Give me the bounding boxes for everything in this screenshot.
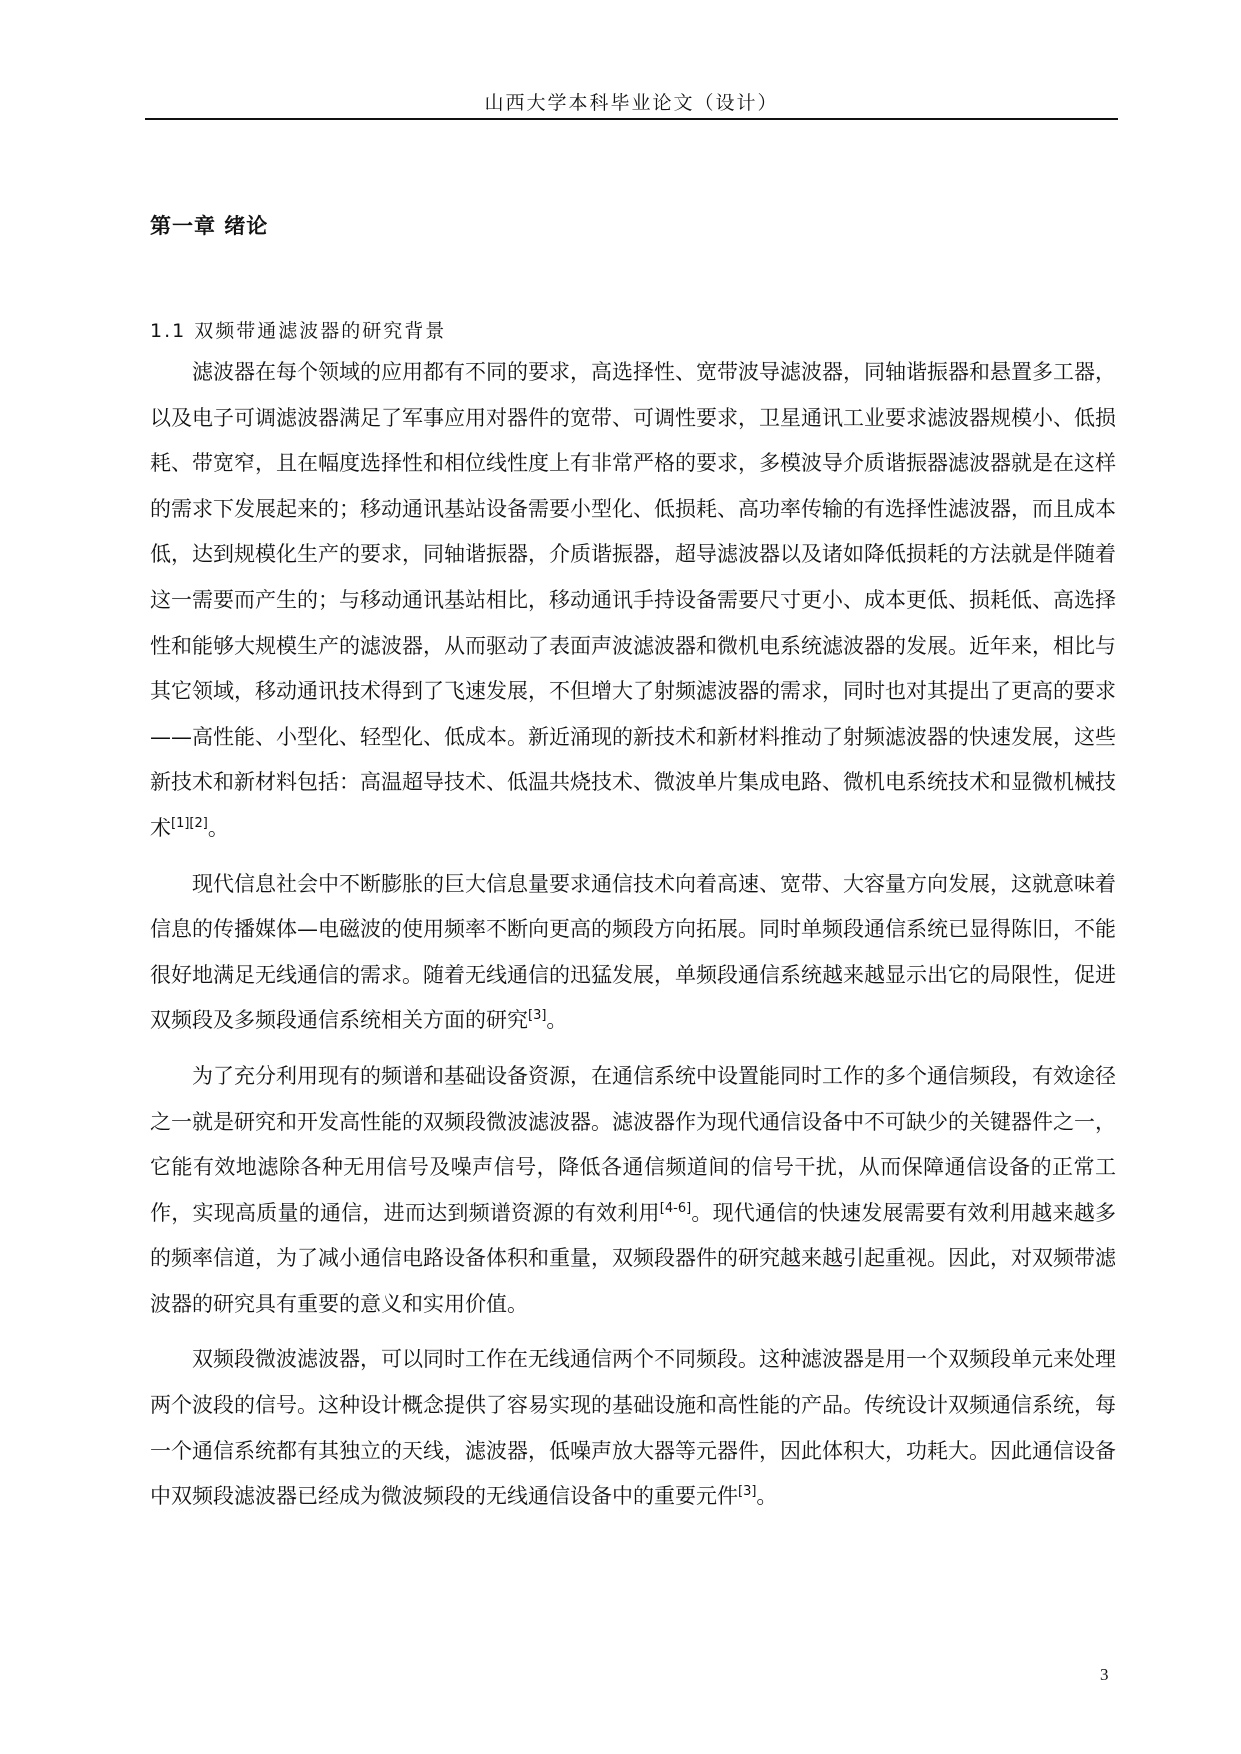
chapter-title: 第一章 绪论 (150, 214, 269, 238)
paragraph (150, 1054, 1116, 1328)
paragraph-tail: 。 (756, 1484, 778, 1509)
header-rule (145, 118, 1118, 120)
paragraph-text: 为了充分利用现有的频谱和基础设备资源，在通信系统中设置能同时工作的多个通信频段，有效途径之一就是研究和开发高性能的双频段微波滤波器。滤波器作为现代通信设备中不可缺少的关键器件之一，它能有效地滤除各种无用信号及噪声信号，降低各通信频道间的信号干扰，从而保障通信设备的正常工作，实现高质量的通信，进而达到频谱资源的有效利用 (150, 1063, 1116, 1225)
body-text (150, 350, 1116, 1530)
paragraph-tail: 。 (546, 1008, 568, 1033)
paragraph (150, 862, 1116, 1044)
citation: [3] (528, 1008, 547, 1024)
paragraph-tail: 。现代通信的快速发展需要有效利用越来越多的频率信道，为了减小通信电路设备体积和重量，双频段器件的研究越来越引起重视。因此，对双频带滤波器的研究具有重要的意义和实用价值。 (150, 1200, 1117, 1316)
citation: [4-6] (659, 1200, 692, 1216)
paragraph-tail: 。 (207, 815, 229, 840)
paragraph (150, 350, 1116, 852)
paragraph-text: 现代信息社会中不断膨胀的巨大信息量要求通信技术向着高速、宽带、大容量方向发展，这就意味着信息的传播媒体—电磁波的使用频率不断向更高的频段方向拓展。同时单频段通信系统已显得陈旧，不能很好地满足无线通信的需求。随着无线通信的迅猛发展，单频段通信系统越来越显示出它的局限性，促进双频段及多频段通信系统相关方面的研究 (150, 871, 1116, 1033)
section-title: 1.1 双频带通滤波器的研究背景 (150, 320, 447, 342)
citation: [1][2] (171, 815, 208, 831)
running-header: 山西大学本科毕业论文（设计） (484, 92, 779, 114)
paragraph-text: 滤波器在每个领域的应用都有不同的要求，高选择性、宽带波导滤波器，同轴谐振器和悬置多工器，以及电子可调滤波器满足了军事应用对器件的宽带、可调性要求，卫星通讯工业要求滤波器规模小、低损耗、带宽窄，且在幅度选择性和相位线性度上有非常严格的要求，多模波导介质谐振器滤波器就是在这样的需求下发展起来的；移动通讯基站设备需要小型化、低损耗、高功率传输的有选择性滤波器，而且成本低，达到规模化生产的要求，同轴谐振器，介质谐振器，超导滤波器以及诸如降低损耗的方法就是伴随着这一需要而产生的；与移动通讯基站相比，移动通讯手持设备需要尺寸更小、成本更低、损耗低、高选择性和能够大规模生产的滤波器，从而驱动了表面声波滤波器和微机电系统滤波器的发展。近年来，相比与其它领域，移动通讯技术得到了飞速发展，不但增大了射频滤波器的需求，同时也对其提出了更高的要求——高性能、小型化、轻型化、低成本。新近涌现的新技术和新材料推动了射频滤波器的快速发展，这些新技术和新材料包括：高温超导技术、低温共烧技术、微波单片集成电路、微机电系统技术和显微机械技术 (150, 360, 1116, 840)
paragraph (150, 1337, 1116, 1519)
paragraph-text: 双频段微波滤波器，可以同时工作在无线通信两个不同频段。这种滤波器是用一个双频段单元来处理两个波段的信号。这种设计概念提供了容易实现的基础设施和高性能的产品。传统设计双频通信系统，每一个通信系统都有其独立的天线，滤波器，低噪声放大器等元器件，因此体积大，功耗大。因此通信设备中双频段滤波器已经成为微波频段的无线通信设备中的重要元件 (150, 1347, 1116, 1509)
citation: [3] (738, 1484, 757, 1500)
page-number: 3 (1100, 1665, 1109, 1684)
